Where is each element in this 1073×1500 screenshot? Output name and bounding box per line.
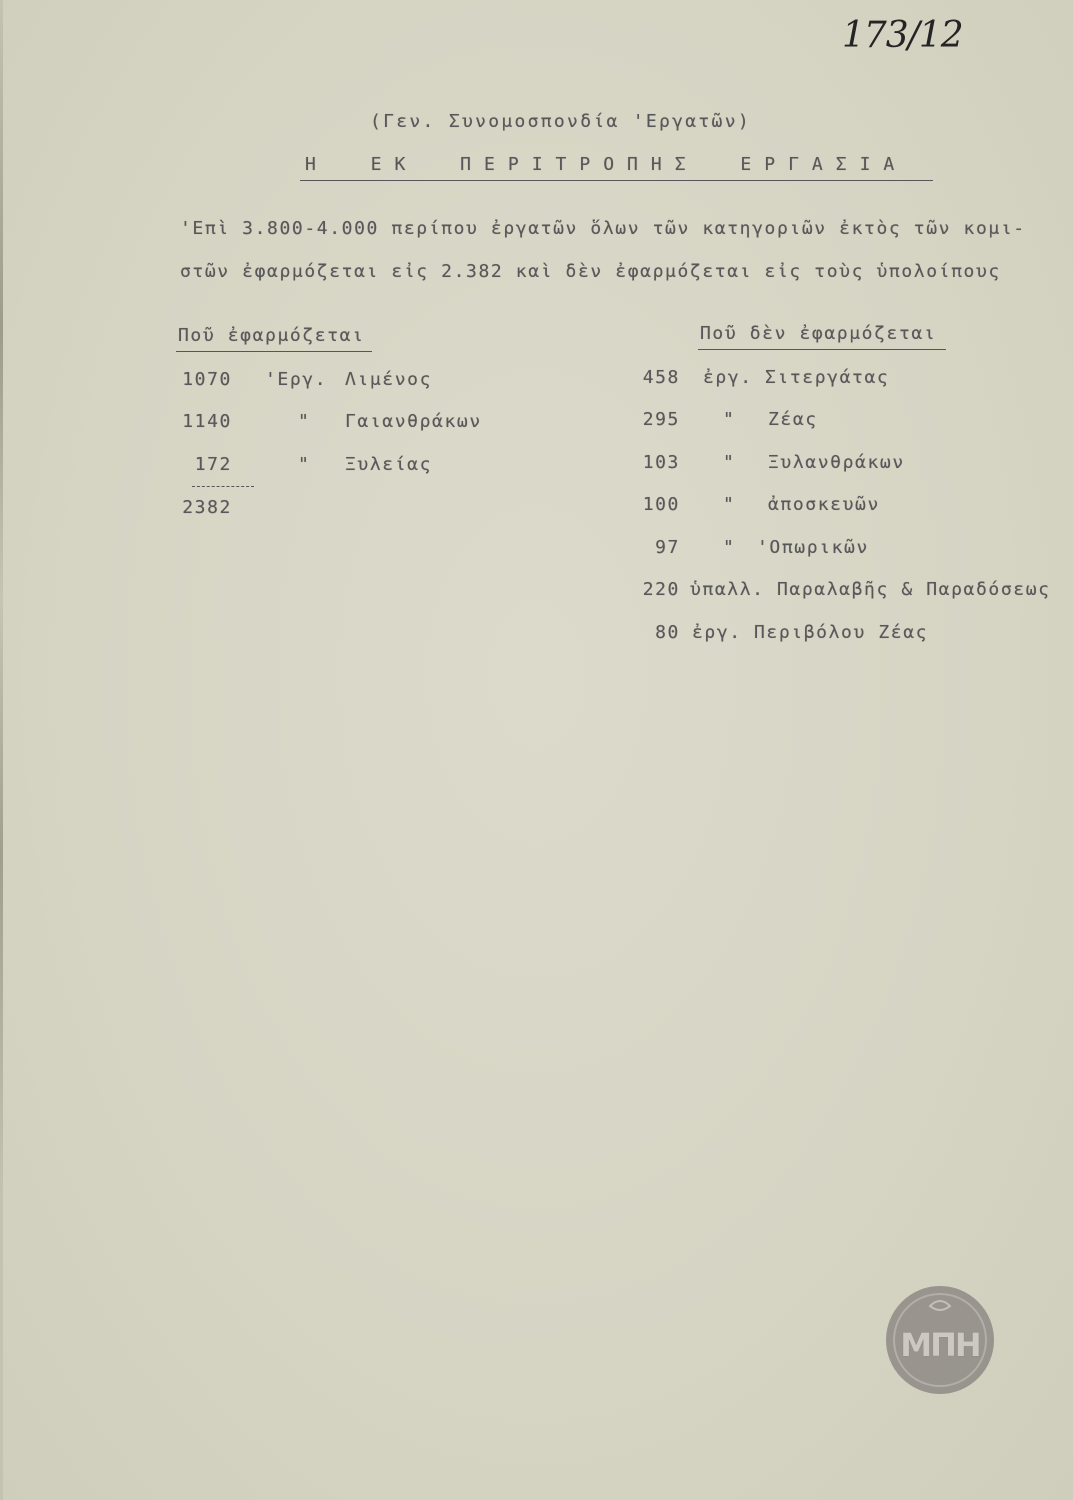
not-applied-name: Σιτεργάτας	[765, 367, 890, 388]
applied-prefix: 'Εργ.	[265, 369, 328, 390]
not-applied-count: 100	[642, 494, 680, 515]
not-applied-prefix: ἐργ.	[692, 622, 742, 643]
applied-name: Ξυλείας	[345, 454, 433, 475]
document-title: Η ΕΚ ΠΕΡΙΤΡΟΠΗΣ ΕΡΓΑΣΙΑ	[305, 154, 908, 175]
not-applied-count: 97	[655, 537, 680, 558]
applied-heading: Ποῦ ἐφαρμόζεται	[178, 325, 365, 346]
applied-name: Γαιανθράκων	[345, 411, 482, 432]
folio-number: 173/12	[842, 15, 963, 56]
intro-line-2: στῶν ἐφαρμόζεται εἰς 2.382 καὶ δὲν ἐφαρμόζεται εἰς τοὺς ὑπολοίπους	[180, 261, 1001, 282]
not-applied-name: Παραλαβῆς & Παραδόσεως	[777, 579, 1051, 600]
not-applied-count: 103	[642, 452, 680, 473]
archive-stamp	[884, 1284, 996, 1396]
ditto-mark: "	[723, 409, 736, 430]
applied-heading-underline	[176, 351, 372, 352]
intro-line-1: 'Επὶ 3.800-4.000 περίπου ἐργατῶν ὅλων τῶν κατηγοριῶν ἐκτὸς τῶν κομι-	[180, 218, 1026, 239]
ditto-mark: "	[298, 454, 311, 475]
ditto-mark: "	[723, 452, 736, 473]
not-applied-count: 458	[642, 367, 680, 388]
applied-count: 1070	[182, 369, 232, 390]
sum-divider	[192, 486, 254, 487]
not-applied-name: Ζέας	[768, 409, 818, 430]
not-applied-count: 295	[642, 409, 680, 430]
not-applied-name: 'Οπωρικῶν	[757, 537, 869, 558]
not-applied-name: Ξυλανθράκων	[768, 452, 905, 473]
not-applied-heading-underline	[698, 349, 946, 350]
not-applied-count: 80	[655, 622, 680, 643]
ditto-mark: "	[723, 537, 736, 558]
title-underline	[300, 180, 933, 181]
applied-count: 172	[194, 454, 232, 475]
stamp-letters: ΜΠΗ	[900, 1326, 980, 1364]
not-applied-name: ἀποσκευῶν	[768, 494, 880, 515]
not-applied-heading: Ποῦ δὲν ἐφαρμόζεται	[700, 323, 937, 344]
applied-count: 1140	[182, 411, 232, 432]
ditto-mark: "	[298, 411, 311, 432]
not-applied-name: Περιβόλου Ζέας	[754, 622, 929, 643]
ditto-mark: "	[723, 494, 736, 515]
not-applied-prefix: ἐργ.	[703, 367, 753, 388]
applied-name: Λιμένος	[345, 369, 433, 390]
not-applied-count: 220	[642, 579, 680, 600]
paper-edge	[0, 0, 3, 1500]
not-applied-prefix: ὑπαλλ.	[690, 579, 765, 600]
applied-total: 2382	[182, 497, 232, 518]
source-header: (Γεν. Συνομοσπονδία 'Εργατῶν)	[370, 111, 751, 132]
